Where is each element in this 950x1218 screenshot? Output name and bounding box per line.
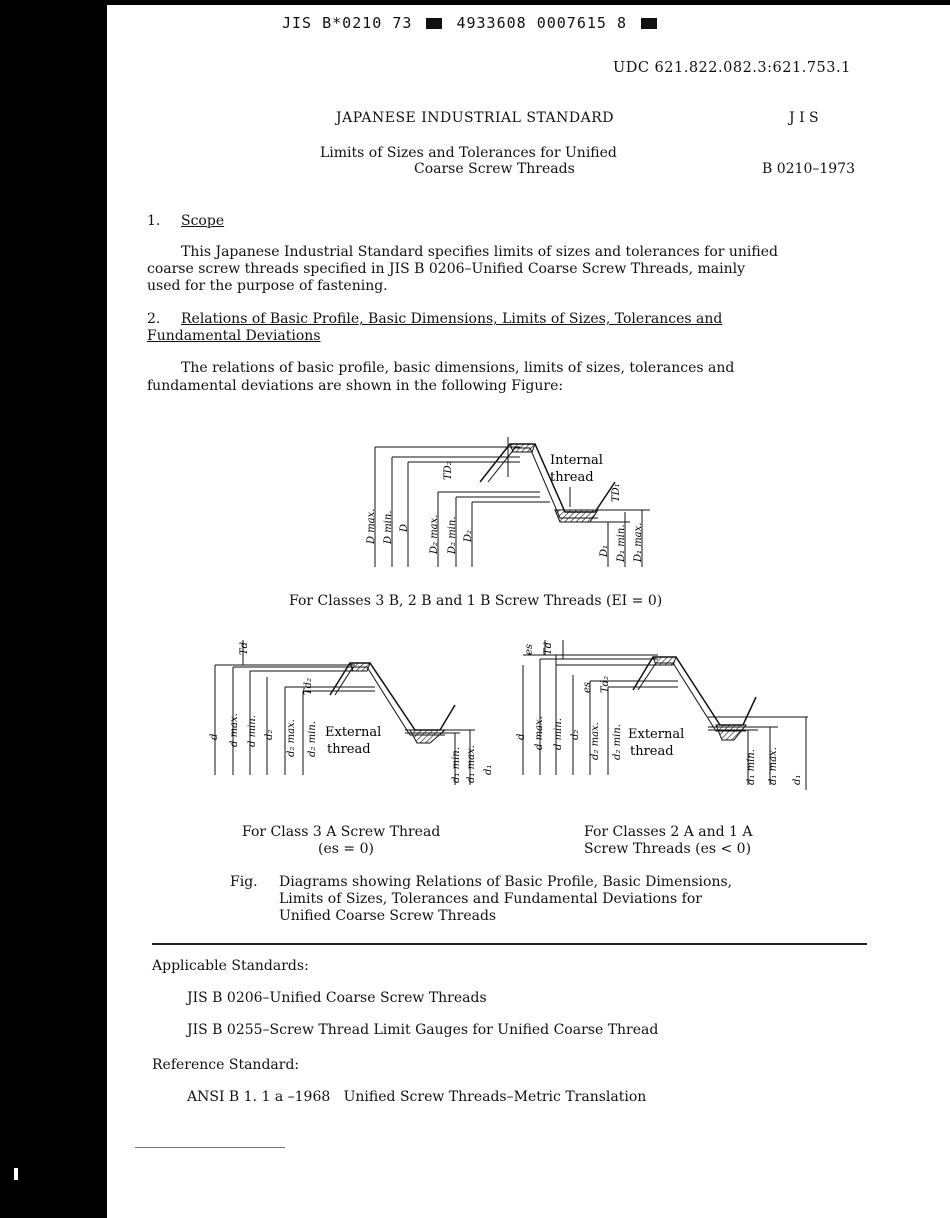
- section2-line2: fundamental deviations are shown in the following Figure:: [147, 378, 564, 394]
- ext1-label-line2: thread: [327, 742, 371, 757]
- dim-label: Td: [543, 641, 554, 655]
- external-thread-diagram-class2a-1a: [508, 635, 808, 795]
- dim-label: d₂ min.: [612, 724, 623, 760]
- scan-left-margin: [0, 0, 107, 1218]
- section1-number: 1.: [147, 213, 161, 229]
- dim-label: TD₂: [443, 461, 454, 480]
- applicable-item1: JIS B 0206–Unified Coarse Screw Threads: [187, 990, 487, 1006]
- dim-label: D max.: [366, 508, 377, 544]
- section1-line1: This Japanese Industrial Standard specifies limits of sizes and tolerances for unified: [181, 244, 778, 260]
- dim-label: d₂: [570, 729, 581, 740]
- scan-artifact-line: [135, 1147, 285, 1148]
- dim-label: es: [582, 681, 593, 693]
- dim-label: D₁ min.: [616, 524, 627, 562]
- dim-label: D₁ max.: [633, 522, 644, 562]
- internal-caption: For Classes 3 B, 2 B and 1 B Screw Threads (EI = 0): [289, 593, 663, 609]
- title-line2: Coarse Screw Threads: [414, 161, 575, 177]
- applicable-heading: Applicable Standards:: [152, 958, 309, 974]
- dim-label: Td₂: [303, 677, 314, 695]
- title-line1: Limits of Sizes and Tolerances for Unified: [320, 145, 617, 161]
- header-code: JIS B*0210 73: [282, 14, 413, 32]
- dim-label: d₁ max.: [466, 745, 477, 783]
- ext1-label-line1: External: [325, 725, 382, 740]
- dim-label: d min.: [247, 715, 258, 747]
- internal-label-line2: thread: [550, 470, 594, 485]
- dim-label: d₁ min.: [746, 749, 757, 785]
- section2-heading-line1: Relations of Basic Profile, Basic Dimensions, Limits of Sizes, Tolerances and: [181, 311, 723, 327]
- dim-label: D₂: [463, 529, 474, 542]
- header-block: [641, 18, 657, 29]
- dim-label: D₂ min.: [447, 516, 458, 554]
- dim-label: d₂: [264, 729, 275, 740]
- dim-label: d: [209, 733, 220, 740]
- dim-label: d max.: [534, 716, 545, 750]
- ext1-caption-line1: For Class 3 A Screw Thread: [242, 824, 441, 840]
- internal-thread-diagram: [360, 432, 670, 572]
- fig-caption-line3: Unified Coarse Screw Threads: [279, 908, 497, 924]
- dim-label: d₁ min.: [451, 747, 462, 783]
- ext2-caption-line1: For Classes 2 A and 1 A: [584, 824, 753, 840]
- fig-label: Fig.: [230, 874, 258, 890]
- header-serial: 4933608 0007615 8: [456, 14, 627, 32]
- applicable-item2: JIS B 0255–Screw Thread Limit Gauges for Unified Coarse Thread: [187, 1022, 659, 1038]
- dim-label: Td₂: [600, 675, 611, 693]
- dim-label: es: [524, 643, 535, 655]
- ext2-label-line2: thread: [630, 744, 674, 759]
- header-block: [426, 18, 442, 29]
- dim-label: d₁: [792, 774, 803, 785]
- ext2-caption-line2: Screw Threads (es < 0): [584, 841, 752, 857]
- dim-label: D: [399, 523, 410, 532]
- divider-rule: [152, 943, 867, 945]
- dim-label: d₁: [483, 764, 494, 775]
- dim-label: D min.: [383, 510, 394, 544]
- dim-label: TD₁: [611, 483, 622, 502]
- section1-heading: Scope: [181, 213, 225, 229]
- dim-label: d max.: [229, 713, 240, 747]
- dim-label: d₂ min.: [307, 721, 318, 757]
- dim-label: d min.: [553, 718, 564, 750]
- scan-top-edge: [0, 0, 950, 5]
- standard-number: B 0210–1973: [762, 161, 855, 177]
- ext1-caption-line2: (es = 0): [318, 841, 374, 857]
- external-thread-diagram-class3a: [205, 635, 494, 790]
- section2-heading-line2: Fundamental Deviations: [147, 328, 321, 344]
- fig-caption-line2: Limits of Sizes, Tolerances and Fundamental Deviations for: [279, 891, 702, 907]
- ext2-label-line1: External: [628, 727, 685, 742]
- section2-number: 2.: [147, 311, 161, 327]
- udc-number: UDC 621.822.082.3:621.753.1: [613, 60, 851, 76]
- dim-label: d₂ max.: [590, 722, 601, 760]
- dim-label: D₁: [599, 544, 610, 557]
- standard-org: JAPANESE INDUSTRIAL STANDARD: [336, 110, 614, 126]
- section2-line1: The relations of basic profile, basic dimensions, limits of sizes, tolerances and: [181, 360, 735, 376]
- reference-item1: ANSI B 1. 1 a –1968 Unified Screw Threads–Metric Translation: [187, 1089, 647, 1105]
- section1-line3: used for the purpose of fastening.: [147, 278, 388, 294]
- fig-caption-line1: Diagrams showing Relations of Basic Profile, Basic Dimensions,: [279, 874, 733, 890]
- standard-code: J I S: [789, 110, 819, 126]
- dim-label: d: [516, 733, 527, 740]
- dim-label: Td: [239, 641, 250, 655]
- reference-heading: Reference Standard:: [152, 1057, 300, 1073]
- running-header: [282, 14, 661, 32]
- dim-label: D₂ max.: [429, 514, 440, 554]
- dim-label: d₂ max.: [286, 719, 297, 757]
- scan-mark: [14, 1168, 18, 1180]
- dim-label: d₁ max.: [768, 747, 779, 785]
- internal-label-line1: Internal: [550, 453, 603, 468]
- section1-line2: coarse screw threads specified in JIS B 0206–Unified Coarse Screw Threads, mainly: [147, 261, 746, 277]
